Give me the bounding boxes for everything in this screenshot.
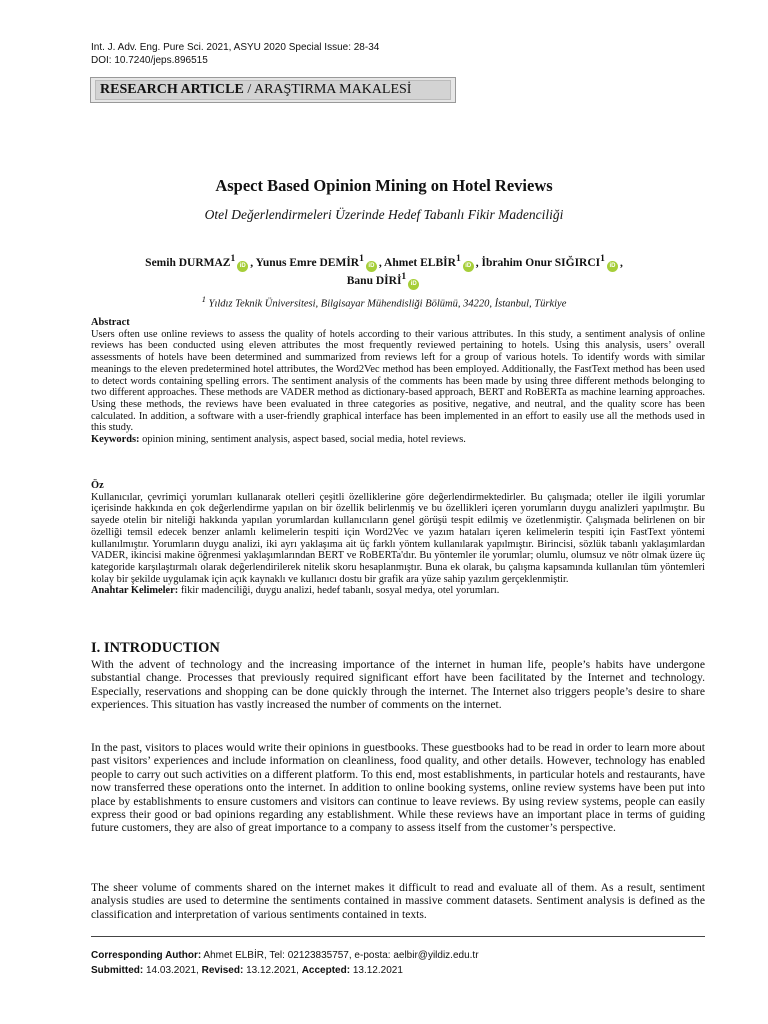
author-separator: ,: [475, 256, 482, 269]
author-name: İbrahim Onur SIĞIRCI: [481, 256, 601, 269]
footer-divider: [91, 936, 705, 937]
anahtar-kelimeler-label: Anahtar Kelimeler:: [91, 585, 179, 597]
oz-section: [91, 480, 705, 597]
revised-label: Revised:: [201, 964, 244, 976]
affiliation-text: Yıldız Teknik Üniversitesi, Bilgisayar Mühendisliği Bölümü, 34220, İstanbul, Türkiye: [205, 298, 567, 310]
article-type-separator: /: [243, 82, 254, 97]
orcid-icon[interactable]: iD: [463, 261, 474, 272]
article-type-en: RESEARCH ARTICLE: [100, 82, 244, 97]
corresponding-author: [91, 949, 479, 964]
author-name: Yunus Emre DEMİR: [255, 256, 360, 269]
submitted-date: 14.03.2021,: [143, 964, 202, 976]
author-affil-sup: 1: [359, 253, 364, 264]
author-separator: ,: [378, 256, 385, 269]
journal-citation: Int. J. Adv. Eng. Pure Sci. 2021, ASYU 2020 Special Issue: 28-34: [91, 42, 380, 53]
intro-paragraph-3: The sheer volume of comments shared on the internet makes it difficult to read and evaluate all of them. As a result, sentiment analysis studies are used to determine the sentiments contained in massive comment datasets. Sentiment analysis is defined as the classification and interpretation of various sentiments contained in texts.: [91, 881, 705, 921]
author-affil-sup: 1: [455, 253, 461, 264]
author-separator: ,: [619, 256, 623, 269]
author-list-line-2: [0, 271, 768, 290]
paper-title: Aspect Based Opinion Mining on Hotel Reviews: [215, 176, 553, 195]
accepted-label: Accepted:: [301, 964, 351, 976]
footer: [91, 949, 479, 978]
author-name: Ahmet ELBİR: [384, 256, 456, 269]
journal-header: [91, 41, 379, 67]
author-affil-sup: 1: [600, 253, 605, 264]
dates-line: [91, 964, 479, 979]
oz-heading: Öz: [91, 480, 104, 491]
journal-doi: DOI: 10.7240/jeps.896515: [91, 55, 208, 66]
oz-text: Kullanıcılar, çevrimiçi yorumları kullanarak otelleri çeşitli özelliklerine göre değerlendirmektedirler. Bu çalışmada; oteller ile ilgili yorumlar içerisinde hakkında en çok değerlendirme yapılan on bir özellik belirlenmiş ve bu özellikleri içeren yorumların duygu analizleri yapılmıştır. Bu sayede otelin bir niteliği hakkında yapılan yorumlardan kullanıcıların genel görüşü tespit edilmiş ve özetlenmiştir. Çalışmada belirlenen on bir özelliği temsil edecek benzer anlamlı kelimelerin tespiti için Word2Vec ve yazım hataları içeren kelimelerin tespiti için FastText yöntemi kullanılmıştır. Yorumların duygu analizi, iki ayrı yaklaşıma ait üç farklı yöntem kullanılarak yapılmıştır. Birincisi, sözlük tabanlı yaklaşımlardan VADER, ikincisi makine öğrenmesi yaklaşımlarından BERT ve RoBERTa'dır. Bu yöntemler ile yorumlar; olumlu, olumsuz ve nötr olmak üzere üç kategoride karşılaştırmalı olarak değerlendirilerek nitelik skoru hesaplanmıştır. Buna ek olarak, bu çalışma kapsamında kullanılan tüm yöntemleri kolay bir şekilde uygulamak için açık kaynaklı ve kullanıcı dostu bir grafik ara yüze sahip yazılım gerçeklenmiştir.: [91, 491, 705, 585]
article-type-banner-inner: [95, 80, 451, 100]
author-affil-sup: 1: [401, 271, 407, 282]
affiliation-sup: 1: [201, 294, 206, 304]
abstract-heading: Abstract: [91, 317, 130, 328]
intro-paragraph-1: With the advent of technology and the increasing importance of the internet in human life, people’s habits have undergone substantial change. Processes that previously required significant effort have been facilitated by the Internet and technology. Especially, reservations and shopping can be done quickly through the internet. The Internet also triggers people’s desire to share experiences. This situation has vastly increased the number of comments on the internet.: [91, 658, 705, 712]
article-type-banner: [90, 77, 456, 103]
abstract-keywords: [91, 434, 705, 446]
keywords-label: Keywords:: [91, 434, 140, 446]
corresponding-author-label: Corresponding Author:: [91, 950, 202, 961]
author-name: Semih DURMAZ: [145, 256, 231, 269]
author-list-line-1: [0, 253, 768, 272]
orcid-icon[interactable]: iD: [408, 279, 419, 290]
orcid-icon[interactable]: iD: [237, 261, 248, 272]
article-type-tr: ARAŞTIRMA MAKALESİ: [253, 82, 412, 97]
revised-date: 13.12.2021,: [243, 964, 302, 976]
author-affil-sup: 1: [230, 253, 236, 264]
corresponding-author-text: Ahmet ELBİR, Tel: 02123835757, e-posta: aelbir@yildiz.edu.tr: [201, 950, 479, 961]
affiliation: [0, 294, 768, 310]
intro-paragraph-2: In the past, visitors to places would write their opinions in guestbooks. These guestbooks had to be read in order to learn more about past visitors’ experiences and include information on cleanliness, food quality, and other details. However, technology has enabled people to carry out such activities on a different platform. To this end, most establishments, in particular hotels and restaurants, have now transferred these operations onto the internet. In addition to online booking systems, online review systems have been put into place by establishments to ensure customers and visitors can continue to leave reviews. By using review systems, people can easily express their good or bad opinions regarding any establishment. While these reviews have an important place in terms of guiding future customers, they are also of great importance to a company to assess itself from the customer’s perspective.: [91, 741, 705, 835]
orcid-icon[interactable]: iD: [607, 261, 618, 272]
abstract-section: [91, 317, 705, 446]
author-name: Banu DİRİ: [346, 274, 402, 287]
keywords-text: opinion mining, sentiment analysis, aspect based, social media, hotel reviews.: [139, 434, 466, 446]
paper-subtitle: Otel Değerlendirmeleri Üzerinde Hedef Tabanlı Fikir Madenciliği: [204, 207, 564, 222]
submitted-label: Submitted:: [91, 964, 144, 976]
author-separator: ,: [250, 256, 256, 269]
accepted-date: 13.12.2021: [350, 964, 403, 976]
anahtar-kelimeler-text: fikir madenciliği, duygu analizi, hedef tabanlı, sosyal medya, otel yorumları.: [178, 585, 500, 597]
introduction-heading: I. INTRODUCTION: [91, 640, 220, 656]
oz-keywords: [91, 585, 705, 597]
abstract-text: Users often use online reviews to assess the quality of hotels according to their various attributes. In this study, a sentiment analysis of online reviews has been conducted using eleven attributes the most frequently reviewed pertaining to hotels. Using this analysis, users’ overall assessments of hotels have been determined and summarized from reviews left for a group of various hotels. To identify words with similar meanings to the eleven predetermined hotel attributes, the Word2Vec method has been employed. Additionally, the FastText method has been used to detect words containing spelling errors. The sentiment analysis of the comments has been made by using three different methods belonging to two different approaches. These methods are VADER method as dictionary-based approach, BERT and RoBERTa as machine learning approaches. Using these methods, the reviews have been evaluated in three categories as positive, negative, and neutral, and the quality score has been calculated. In addition, a software with a user-friendly graphical interface has been implemented in an effort to easily use all the methods used in this study.: [91, 328, 705, 434]
orcid-icon[interactable]: iD: [366, 261, 377, 272]
